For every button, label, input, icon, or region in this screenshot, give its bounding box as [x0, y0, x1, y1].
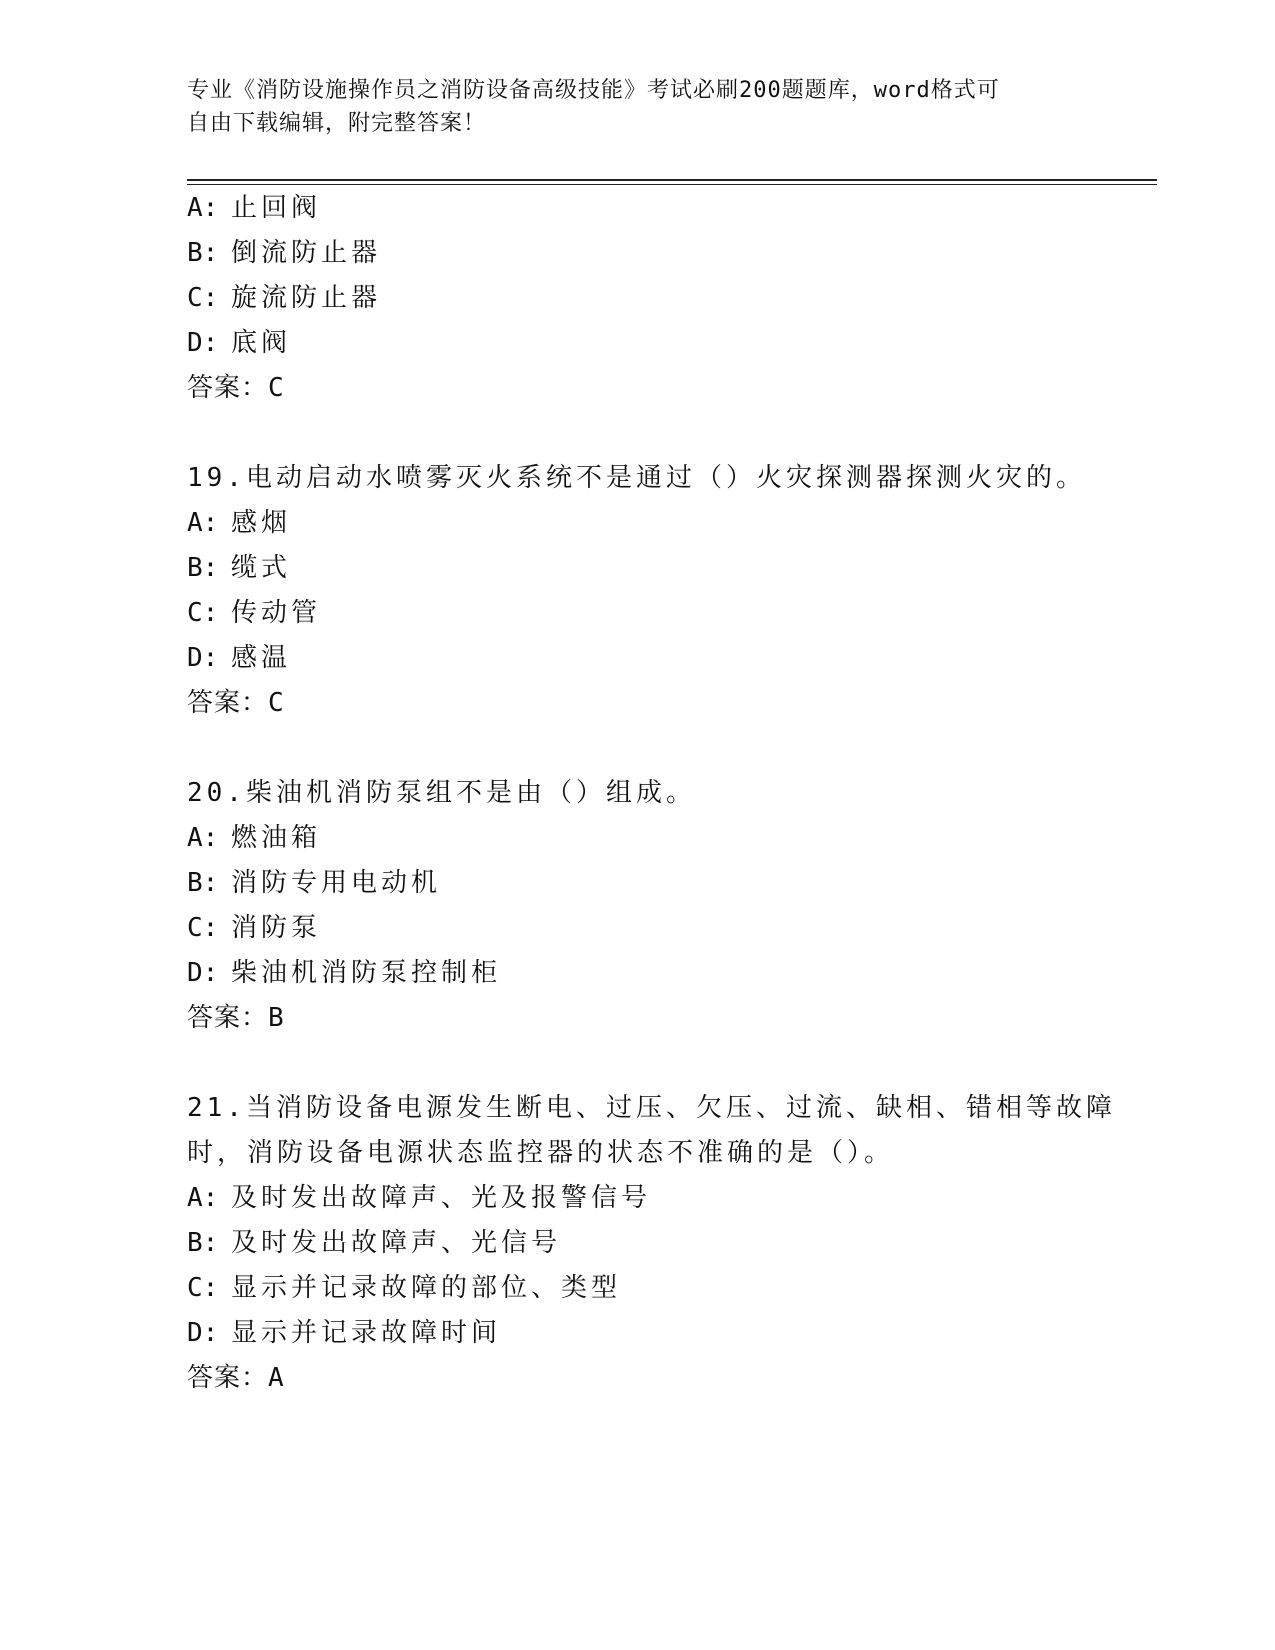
- q18-option-c: [187, 283, 381, 313]
- q19-option-b: [187, 553, 291, 583]
- option-text: 柴油机消防泵控制柜: [231, 958, 502, 988]
- option-text: 旋流防止器: [231, 283, 382, 313]
- q21-option-b: [187, 1228, 561, 1258]
- header-line-2: 自由下载编辑，附完整答案！: [187, 111, 487, 136]
- q21-option-d: [187, 1318, 501, 1348]
- q21-question-line-2: 时，消防设备电源状态监控器的状态不准确的是（）。: [187, 1138, 895, 1168]
- header-divider-thin: [187, 184, 1157, 185]
- option-letter: C:: [187, 913, 219, 943]
- option-letter: A:: [187, 193, 219, 223]
- q19-option-d: [187, 643, 291, 673]
- q20-option-d: [187, 958, 501, 988]
- document-header: [187, 74, 1067, 140]
- option-letter: A:: [187, 823, 219, 853]
- option-text: 及时发出故障声、光信号: [231, 1228, 562, 1258]
- option-letter: C:: [187, 1273, 219, 1303]
- q18-option-d: [187, 328, 291, 358]
- option-letter: B:: [187, 868, 219, 898]
- option-text: 倒流防止器: [231, 238, 382, 268]
- header-divider-thick: [187, 179, 1157, 181]
- option-letter: D:: [187, 328, 219, 358]
- option-letter: D:: [187, 958, 219, 988]
- option-letter: C:: [187, 598, 219, 628]
- option-letter: D:: [187, 643, 219, 673]
- option-text: 显示并记录故障时间: [231, 1318, 502, 1348]
- option-text: 及时发出故障声、光及报警信号: [231, 1183, 652, 1213]
- q20-question: 20.柴油机消防泵组不是由（）组成。: [187, 778, 696, 808]
- q19-answer: 答案：C: [187, 688, 285, 718]
- option-text: 底阀: [231, 328, 292, 358]
- q21-answer: 答案：A: [187, 1363, 285, 1393]
- q21-option-a: [187, 1183, 651, 1213]
- option-text: 显示并记录故障的部位、类型: [231, 1273, 622, 1303]
- option-text: 缆式: [231, 553, 292, 583]
- q19-option-c: [187, 598, 321, 628]
- q20-option-b: [187, 868, 441, 898]
- option-letter: D:: [187, 1318, 219, 1348]
- option-letter: C:: [187, 283, 219, 313]
- q21-question-line-1: 21.当消防设备电源发生断电、过压、欠压、过流、缺相、错相等故障: [187, 1093, 1116, 1123]
- q20-option-c: [187, 913, 321, 943]
- q20-option-a: [187, 823, 321, 853]
- q18-option-a: [187, 193, 321, 223]
- q19-question: 19.电动启动水喷雾灭火系统不是通过（）火灾探测器探测火灾的。: [187, 463, 1086, 493]
- option-text: 感烟: [231, 508, 292, 538]
- header-line-1: 专业《消防设施操作员之消防设备高级技能》考试必刷200题题库，word格式可: [187, 78, 1000, 103]
- option-text: 传动管: [231, 598, 322, 628]
- option-letter: A:: [187, 1183, 219, 1213]
- option-text: 燃油箱: [231, 823, 322, 853]
- q18-option-b: [187, 238, 381, 268]
- q20-answer: 答案：B: [187, 1003, 285, 1033]
- q21-option-c: [187, 1273, 621, 1303]
- option-letter: B:: [187, 238, 219, 268]
- q18-answer: 答案：C: [187, 373, 285, 403]
- q19-option-a: [187, 508, 291, 538]
- option-text: 感温: [231, 643, 292, 673]
- option-text: 止回阀: [231, 193, 322, 223]
- option-letter: A:: [187, 508, 219, 538]
- option-letter: B:: [187, 553, 219, 583]
- option-text: 消防泵: [231, 913, 322, 943]
- option-letter: B:: [187, 1228, 219, 1258]
- option-text: 消防专用电动机: [231, 868, 442, 898]
